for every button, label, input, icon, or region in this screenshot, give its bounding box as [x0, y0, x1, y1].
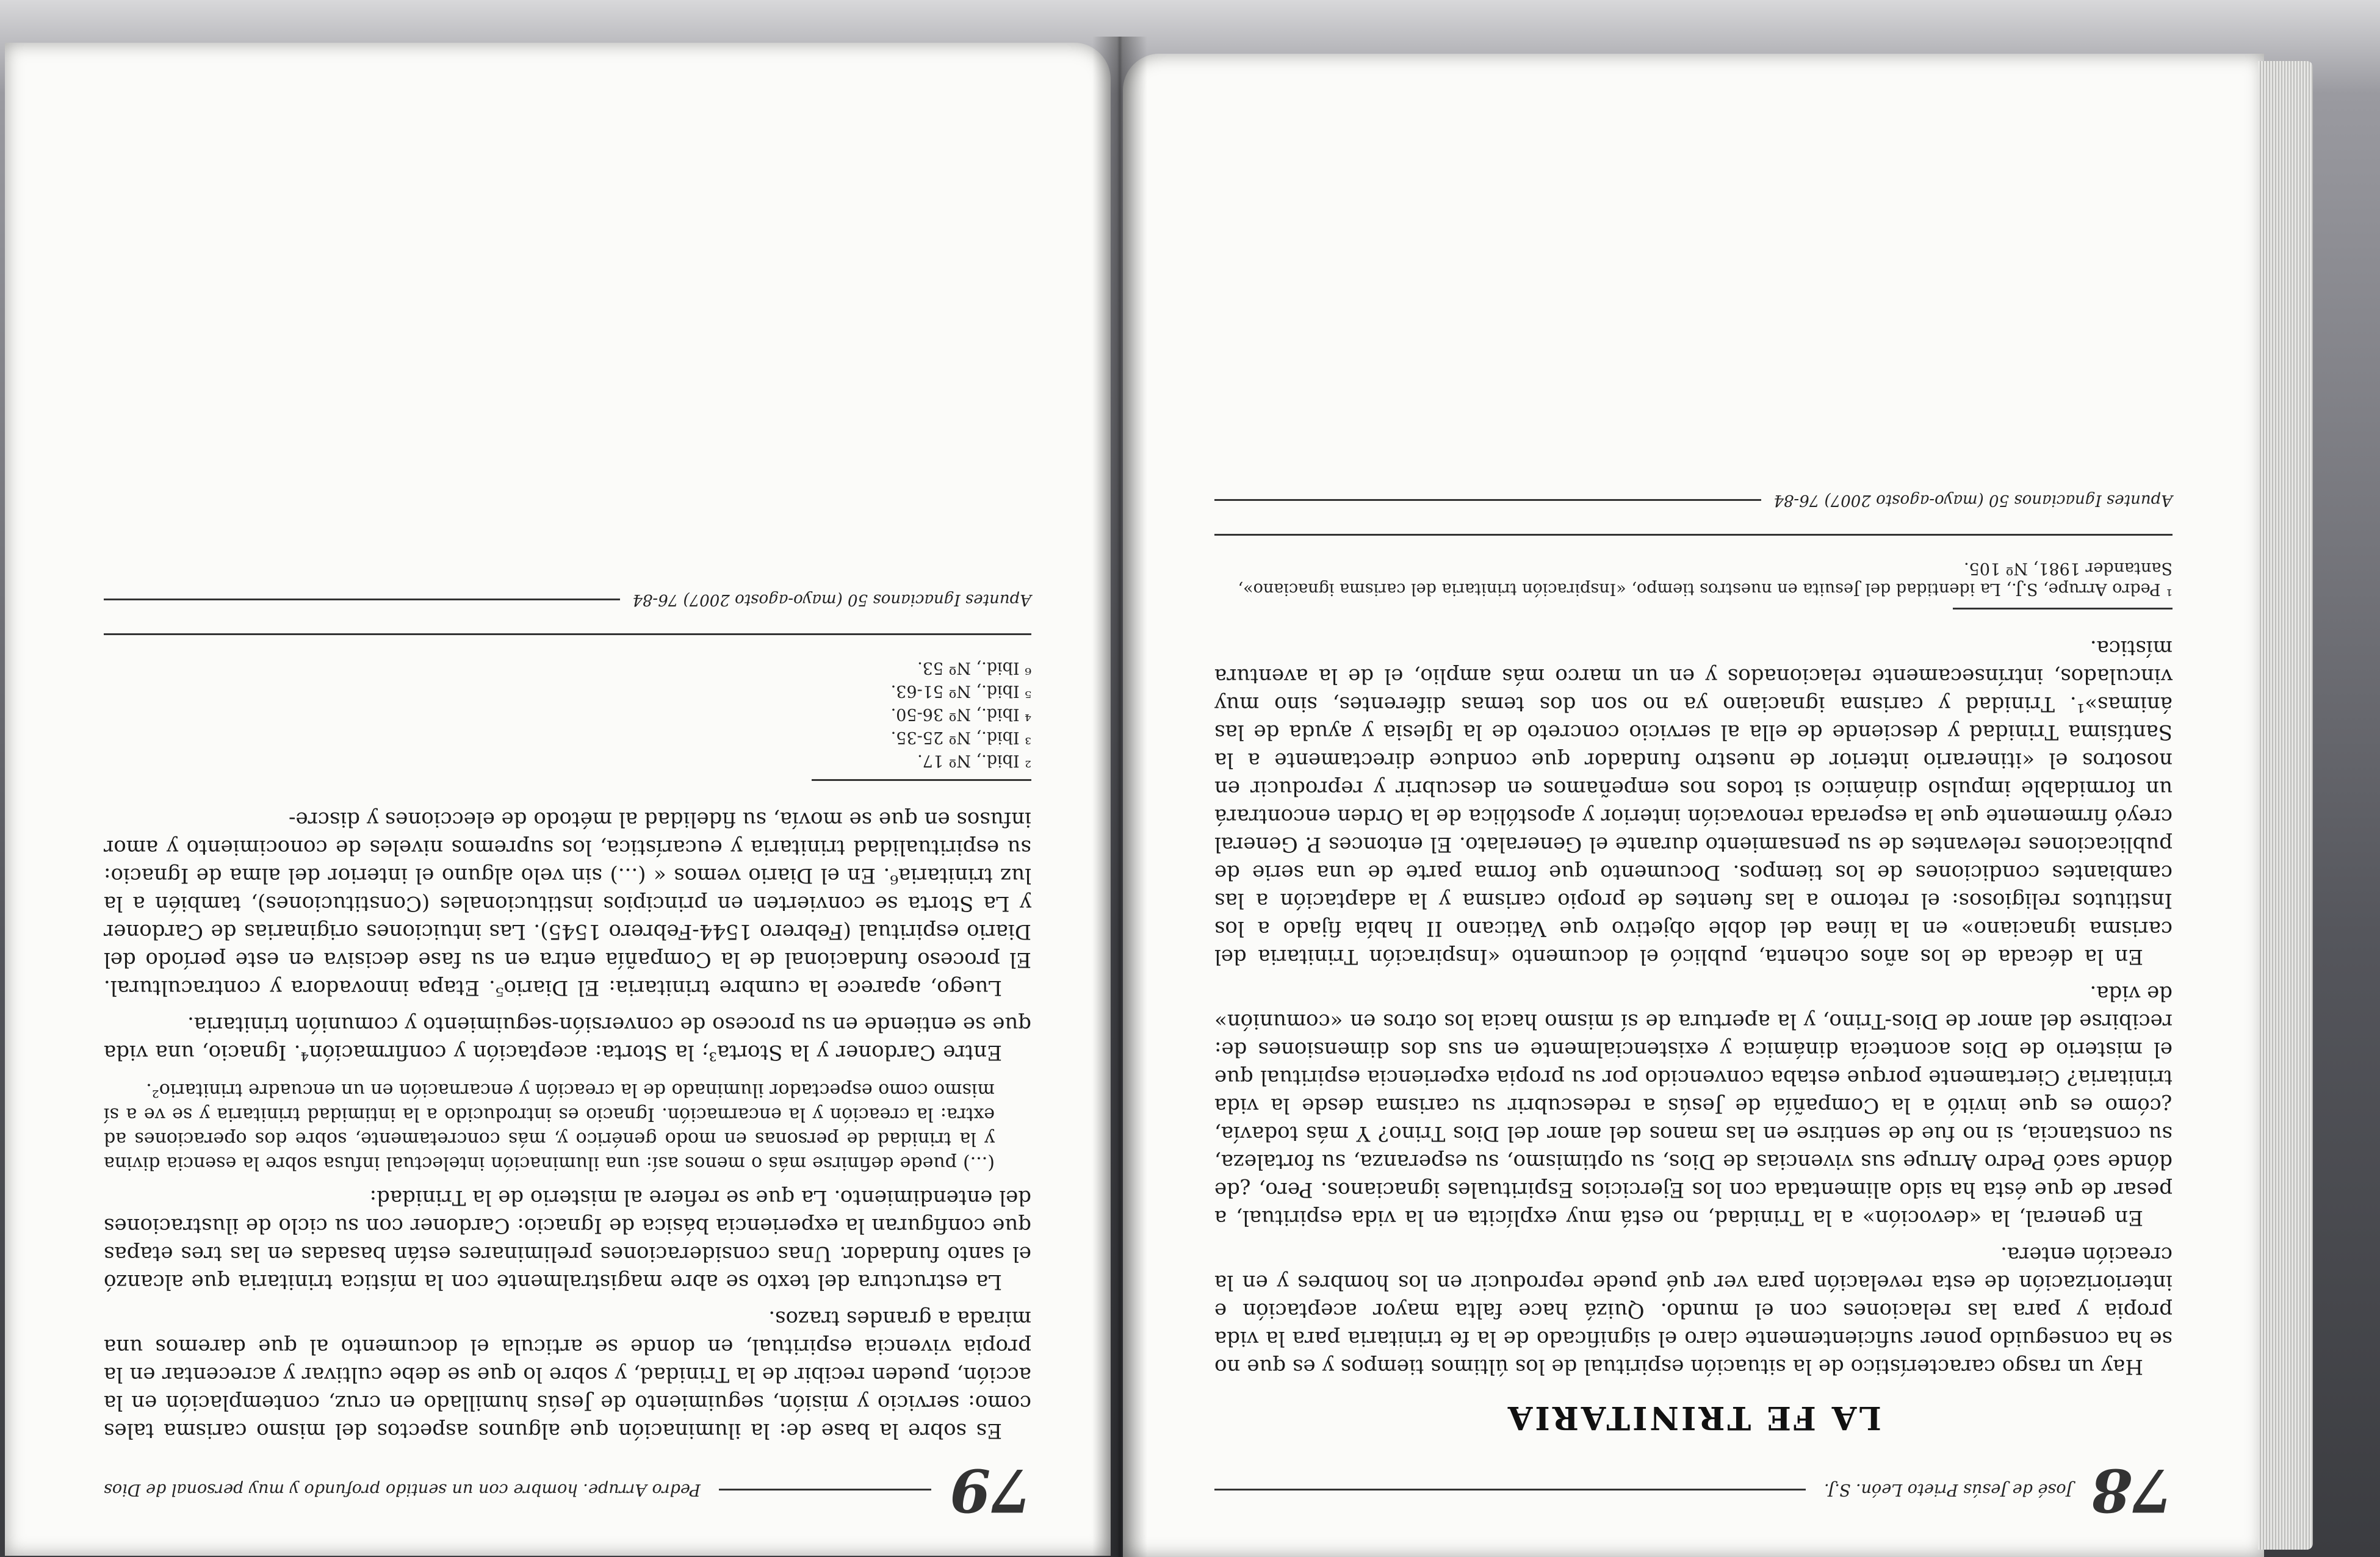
left-footnotes [104, 657, 1031, 771]
left-running-head [104, 1456, 1031, 1525]
left-body-text [104, 805, 1031, 1445]
paragraph: La estructura del texto se abre magistralmente con la mística trinitaria que alcanzó el santo fundador. Unas consideraciones preliminares están basadas en las tres etapas que configuran la experiencia básica de Ignacio: Cardoner con su ciclo de ilustraciones del entendimiento. La que se refiere al misterio de la Trinidad: [104, 1185, 1031, 1294]
page-number-79: 79 [950, 1456, 1031, 1525]
right-running-head [1214, 1456, 2173, 1525]
head-rule [719, 1489, 932, 1491]
footnote: ⁴ Ibid., Nº 36-50. [890, 705, 1031, 724]
right-page-content [1214, 134, 2173, 1525]
footnote-rule [1953, 608, 2173, 609]
paragraph: En general, la «devoción» a la Trinidad, no está muy explícita en la vida espiritual, a pesar de que ésta ha sido alimentada con los Ejercicios Espirituales ignacianos. Pero, ¿de dónde sacó Pedro Arrupe sus vivencias de Dios, su optimismo, su esperanza, su fortaleza, su constancia, si no fue de sentirse en las manos del amor del Dios Trino? Y más todavía, ¿cómo es que invitó a la Compañía de Jesús a redescubrir su carisma desde la vida trinitaria? Ciertamente porque estaba convencido por su propia experiencia espiritual que el misterio de Dios acontecía dinámica y existencialmente en sus dos dimensiones de: recibirse del amor de Dios-Trino, y la apertura de sí mismo hacia los otros en «comunión» de vida. [1214, 981, 2173, 1230]
footer-rule-2 [1214, 500, 1761, 502]
footnote: ² Ibid., Nº 17. [917, 751, 1031, 770]
footer-rule [1214, 534, 2173, 536]
chapter-title: LA FE TRINITARIA [1506, 1399, 1881, 1436]
left-running-head-text: Pedro Arrupe. hombre con un sentido profundo y muy personal de Dios [104, 1480, 701, 1500]
paragraph: Entre Cardoner y la Storta³; la Storta: aceptación y confirmación⁴. Ignacio, una vida que se entiende en su proceso de conversión-seguimiento y comunión trinitaria. [104, 1012, 1031, 1065]
block-quote: (...) puede definirse más o menos así: una iluminación intelectual infusa sobre la esencia divina y la trinidad de personas en modo genérico y, más concretamente, sobre dos operaciones ad extra: la creación y la encarnación. Ignacio es introducido a la intimidad trinitaria y se ve a sí mismo como espectador iluminado de la creación y encarnación en un encuadre trinitario². [104, 1079, 995, 1174]
right-footer [1214, 491, 2173, 509]
right-body-text [1214, 634, 2173, 1381]
paragraph: En la década de los años ochenta, publicó el documento «Inspiración Trinitaria del carisma ignaciano» en la línea del doble objetivo que Vaticano II había fijado a los Institutos religiosos: el retorno a las fuentes de propio carisma y la adaptación a las cambiantes condiciones de los tiempos. Documento que forma parte de una serie de publicaciones relevantes de su pensamiento durante el Generalato. El entonces P. General creyó firmemente que la esperada renovación interior y apostólica de la Orden encontrará un formidable impulso dinámico si todos nos empeñamos en descubrir y reproducir en nosotros el «itinerario interior de nuestro fundador que conduce directamente a la Santísima Trinidad y desciende de ella al servicio concreto de la Iglesia y ayuda de las ánimas»¹. Trinidad y carisma ignaciano ya no son dos temas diferentes, sino muy vinculados, intrínsecamente relacionados y en un marco más amplio, el de la aventura mística. [1214, 636, 2173, 969]
head-rule [1214, 1489, 1806, 1491]
footnote-rule [812, 779, 1031, 781]
page-number-78: 78 [2091, 1456, 2173, 1525]
journal-citation: Apuntes Ignacianos 50 (mayo-agosto 2007) 76-84 [1773, 491, 2173, 509]
footnote: ¹ Pedro Arrupe, S.J., La identidad del Jesuita en nuestros tiempo, «Inspiración trinitaria del carisma ignaciano», Santander 1981, Nº 105. [1238, 559, 2173, 599]
paragraph: Es sobre la base de: la iluminación que algunos aspectos del mismo carisma tales como: servicio y misión, seguimiento de Jesús humillado en cruz, contemplación en la acción, pueden recibir de la Trinidad, y sobre lo que se debe cultivar y acrecentar en la propia vivencia espiritual, en donde se articula el documento al que daremos una mirada a grandes trazos. [104, 1306, 1031, 1443]
left-footer [104, 591, 1031, 609]
left-page-content [104, 122, 1031, 1525]
page-edges [2258, 61, 2313, 1550]
paragraph: Hay un rasgo característico de la situación espiritual de los últimos tiempos y es que no se ha conseguido poner suficientemente claro el significado de la fe trinitaria para la vida propia y para las relaciones con el mundo. Quizá hace falta mayor aceptación e interiorización de esta revelación para ver qué puede reproducir en los hombres y en la creación entera. [1214, 1242, 2173, 1379]
right-running-head-text: José de Jesús Prieto León. S.J. [1824, 1480, 2073, 1500]
footer-rule [104, 633, 1031, 635]
book-gutter [1092, 37, 1147, 1557]
journal-citation: Apuntes Ignacianos 50 (mayo-agosto 2007) 76-84 [632, 591, 1031, 609]
footnote: ⁵ Ibid., Nº 51-63. [890, 681, 1031, 700]
footer-rule-2 [104, 599, 620, 601]
right-footnotes [1214, 558, 2173, 599]
paragraph: Luego, aparece la cumbre trinitaria: El Diario⁵. Etapa innovadora y contracultural. El proceso fundacional de la Compañía entra en su fase decisiva en este período del Diario espiritual (Febrero 1544-Febrero 1545). Las intuiciones originarias de Cardoner y La Storta se convierten en principios institucionales (Constituciones), también a la luz trinitaria⁶. En el Diario vemos « (...) sin velo alguno el interior del alma de Ignacio: su espiritualidad trinitaria y eucarística, los supremos niveles de conocimiento y amor infusos en que se movía, su fidelidad al método de elecciones y discre- [104, 807, 1031, 1000]
footnote: ³ Ibid., Nº 25-35. [890, 728, 1031, 747]
footnote: ⁶ Ibid., Nº 53. [917, 658, 1031, 677]
